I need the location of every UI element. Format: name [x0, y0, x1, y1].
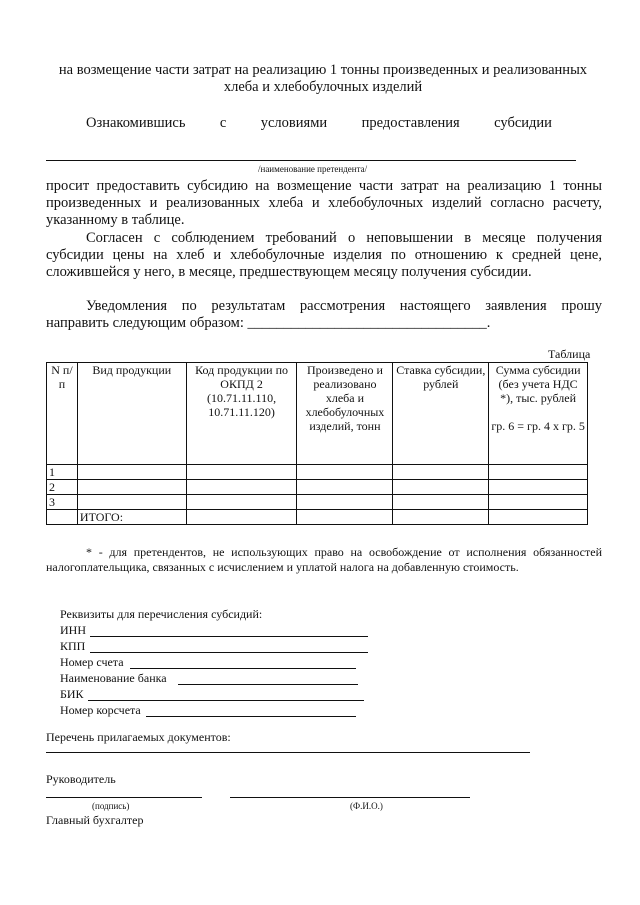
table-cell[interactable] [489, 465, 588, 480]
table-row [47, 495, 588, 510]
intro-word: субсидии [494, 115, 552, 131]
request-paragraph: просит предоставить субсидию на возмещение части затрат на реализацию 1 тонны произведенных и реализованных хлеба и хлебобулочных изделий согласно расчету, указанному в таблице. [46, 178, 602, 228]
table-cell[interactable] [186, 495, 297, 510]
table-cell[interactable] [489, 495, 588, 510]
table-cell[interactable] [297, 510, 393, 525]
field-line-bik[interactable] [88, 700, 364, 701]
field-label-corr-account: Номер корсчета [60, 703, 141, 717]
documents-label: Перечень прилагаемых документов: [46, 730, 231, 744]
table-cell[interactable] [489, 480, 588, 495]
table-cell[interactable] [489, 510, 588, 525]
subsidy-table [46, 362, 588, 525]
intro-word: предоставления [361, 115, 460, 131]
table-cell[interactable] [297, 480, 393, 495]
field-label-inn: ИНН [60, 623, 86, 637]
table-total-row [47, 510, 588, 525]
field-label-kpp: КПП [60, 639, 86, 653]
table-cell[interactable] [186, 510, 297, 525]
row-number: 3 [47, 495, 78, 510]
notification-paragraph: Уведомления по результатам рассмотрения настоящего заявления прошу направить следующим образом: _________________________________. [46, 298, 602, 331]
table-cell [47, 510, 78, 525]
documents-line[interactable] [46, 752, 530, 753]
head-fio-line[interactable] [230, 797, 470, 798]
table-cell[interactable] [393, 510, 489, 525]
col-header-number: N п/п [47, 363, 78, 465]
table-cell[interactable] [186, 465, 297, 480]
col-header-sum-text: Сумма субсидии (без учета НДС *), тыс. рублей [495, 363, 581, 405]
table-row [47, 465, 588, 480]
table-cell[interactable] [393, 480, 489, 495]
table-cell[interactable] [393, 465, 489, 480]
applicant-hint: /наименование претендента/ [258, 164, 368, 174]
field-line-corr-account[interactable] [146, 716, 356, 717]
intro-word: условиями [260, 115, 328, 131]
table-cell[interactable] [393, 495, 489, 510]
table-cell[interactable] [186, 480, 297, 495]
col-header-formula: гр. 6 = гр. 4 x гр. 5 [491, 419, 585, 433]
col-header-sum [489, 363, 588, 465]
intro-line [86, 115, 552, 132]
table-cell[interactable] [77, 480, 186, 495]
table-cell[interactable] [77, 465, 186, 480]
table-row [47, 480, 588, 495]
field-line-account[interactable] [130, 668, 356, 669]
head-label: Руководитель [46, 772, 116, 786]
table-cell[interactable] [297, 465, 393, 480]
fio-hint: (Ф.И.О.) [350, 801, 383, 811]
applicant-name-line[interactable] [46, 160, 576, 161]
intro-word: Ознакомившись [86, 115, 186, 131]
requisites-title: Реквизиты для перечисления субсидий: [60, 607, 263, 621]
row-number: 1 [47, 465, 78, 480]
table-cell[interactable] [77, 495, 186, 510]
table-header-row [47, 363, 588, 465]
footnote: * - для претендентов, не использующих право на освобождение от исполнения обязанностей налогоплательщика, связанных с исчислением и уплатой налога на добавленную стоимость. [46, 545, 602, 574]
table-cell[interactable] [297, 495, 393, 510]
col-header-rate: Ставка субсидии, рублей [393, 363, 489, 465]
accountant-label: Главный бухгалтер [46, 813, 144, 827]
signature-hint: (подпись) [92, 801, 130, 811]
field-label-bank: Наименование банка [60, 671, 167, 685]
field-label-account: Номер счета [60, 655, 124, 669]
field-line-inn[interactable] [90, 636, 368, 637]
field-line-bank[interactable] [178, 684, 358, 685]
total-label: ИТОГО: [77, 510, 186, 525]
head-signature-line[interactable] [46, 797, 202, 798]
col-header-produced: Произведено и реализовано хлеба и хлебобулочных изделий, тонн [297, 363, 393, 465]
agreement-paragraph: Согласен с соблюдением требований о неповышении в месяце получения субсидии цены на хлеб и хлебобулочные изделия по отношению к средней цене, сложившейся у него, в месяце, предшествующем месяцу получения субсидии. [46, 230, 602, 280]
col-header-product: Вид продукции [77, 363, 186, 465]
field-label-bik: БИК [60, 687, 84, 701]
col-header-code: Код продукции по ОКПД 2 (10.71.11.110, 10.71.11.120) [186, 363, 297, 465]
field-line-kpp[interactable] [90, 652, 368, 653]
intro-word: с [219, 115, 227, 131]
table-caption: Таблица [548, 347, 591, 361]
document-title: на возмещение части затрат на реализацию 1 тонны произведенных и реализованных хлеба и хлебобулочных изделий [58, 62, 588, 95]
row-number: 2 [47, 480, 78, 495]
